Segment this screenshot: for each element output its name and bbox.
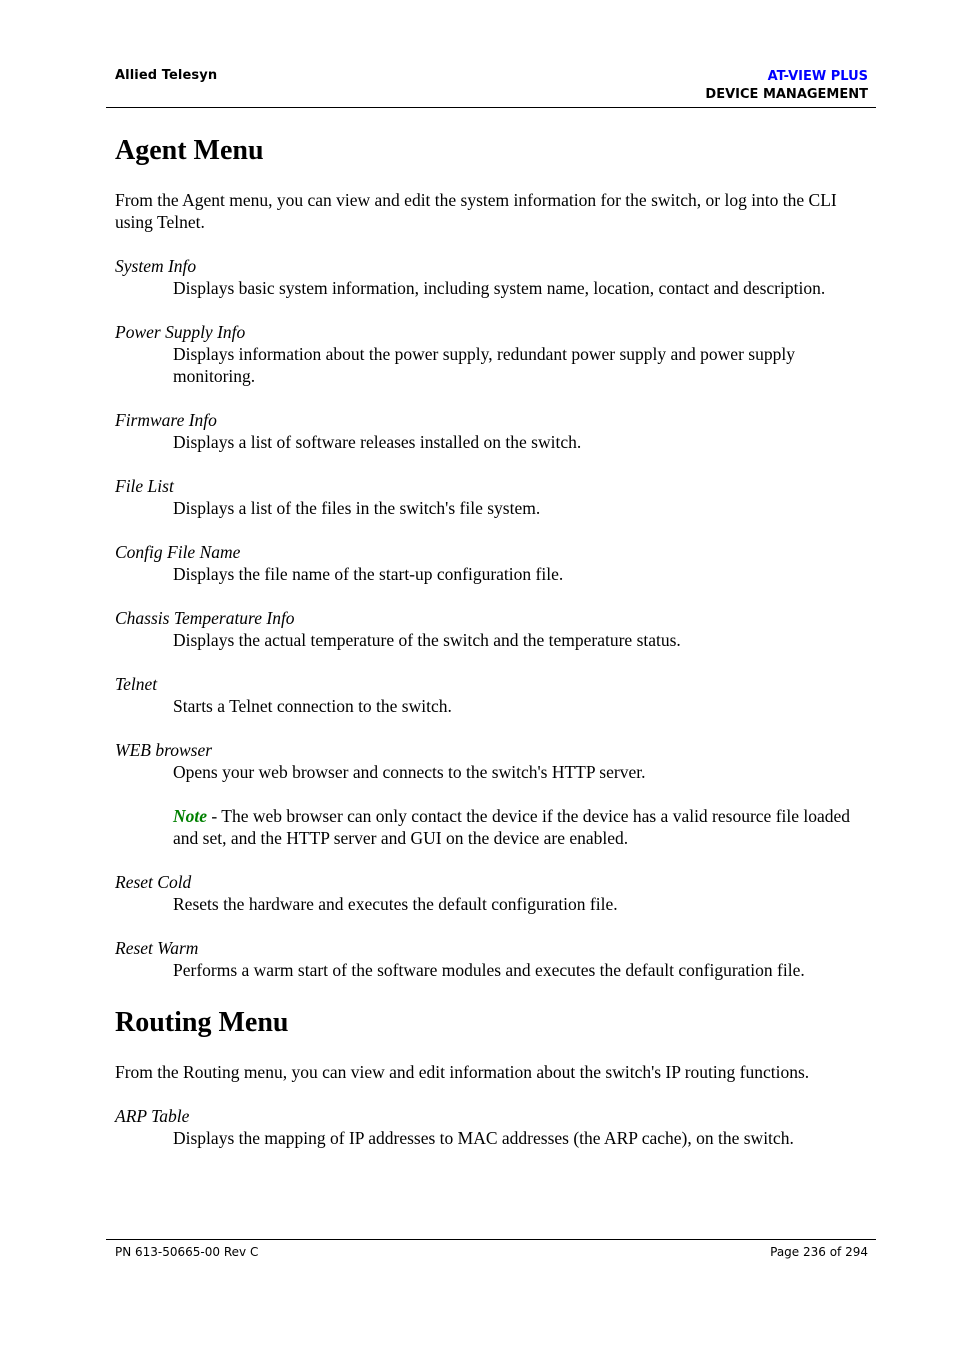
desc-chassis-temperature-info: Displays the actual temperature of the switch and the temperature status.: [173, 630, 681, 650]
term-power-supply-info: Power Supply Info: [115, 322, 246, 342]
desc-reset-cold: Resets the hardware and executes the default configuration file.: [173, 894, 618, 914]
desc-system-info: Displays basic system information, including system name, location, contact and description.: [173, 278, 826, 298]
note-text: - The web browser can only contact the device if the device has a valid resource file loaded and set, and the HTTP server and GUI on the device are enabled.: [173, 806, 851, 848]
routing-menu-heading: Routing Menu: [115, 1007, 289, 1038]
desc-config-file-name: Displays the file name of the start-up configuration file.: [173, 564, 564, 584]
desc-power-supply-info: Displays information about the power supply, redundant power supply and power supply monitoring.: [173, 344, 795, 386]
term-chassis-temperature-info: Chassis Temperature Info: [115, 608, 295, 628]
footer-part-number: PN 613-50665-00 Rev C: [115, 1245, 259, 1259]
term-arp-table: ARP Table: [115, 1106, 190, 1126]
term-config-file-name: Config File Name: [115, 542, 241, 562]
header-title-block: [705, 68, 868, 104]
header-product: AT-VIEW PLUS: [767, 69, 868, 84]
header-company: Allied Telesyn: [115, 68, 218, 83]
routing-menu-intro: From the Routing menu, you can view and edit information about the switch's IP routing functions.: [115, 1062, 810, 1082]
term-firmware-info: Firmware Info: [115, 410, 217, 430]
note-label: Note: [173, 806, 208, 826]
desc-file-list: Displays a list of the files in the switch's file system.: [173, 498, 541, 518]
desc-web-browser: Opens your web browser and connects to the switch's HTTP server.: [173, 762, 646, 782]
footer-page-number: Page 236 of 294: [770, 1245, 868, 1259]
desc-firmware-info: Displays a list of software releases installed on the switch.: [173, 432, 582, 452]
term-telnet: Telnet: [115, 674, 158, 694]
footer-divider: [106, 1239, 876, 1240]
term-reset-cold: Reset Cold: [115, 872, 192, 892]
desc-reset-warm: Performs a warm start of the software modules and executes the default configuration file.: [173, 960, 805, 980]
agent-menu-intro: From the Agent menu, you can view and edit the system information for the switch, or log into the CLI using Telnet.: [115, 190, 837, 232]
web-browser-note: [173, 805, 875, 849]
header-divider: [106, 107, 876, 108]
desc-telnet: Starts a Telnet connection to the switch.: [173, 696, 452, 716]
term-system-info: System Info: [115, 256, 197, 276]
term-web-browser: WEB browser: [115, 740, 213, 760]
term-file-list: File List: [115, 476, 174, 496]
desc-arp-table: Displays the mapping of IP addresses to MAC addresses (the ARP cache), on the switch.: [173, 1128, 794, 1148]
term-reset-warm: Reset Warm: [115, 938, 199, 958]
agent-menu-heading: Agent Menu: [115, 135, 264, 166]
page-content: [115, 131, 875, 1149]
header-section: DEVICE MANAGEMENT: [705, 87, 868, 102]
